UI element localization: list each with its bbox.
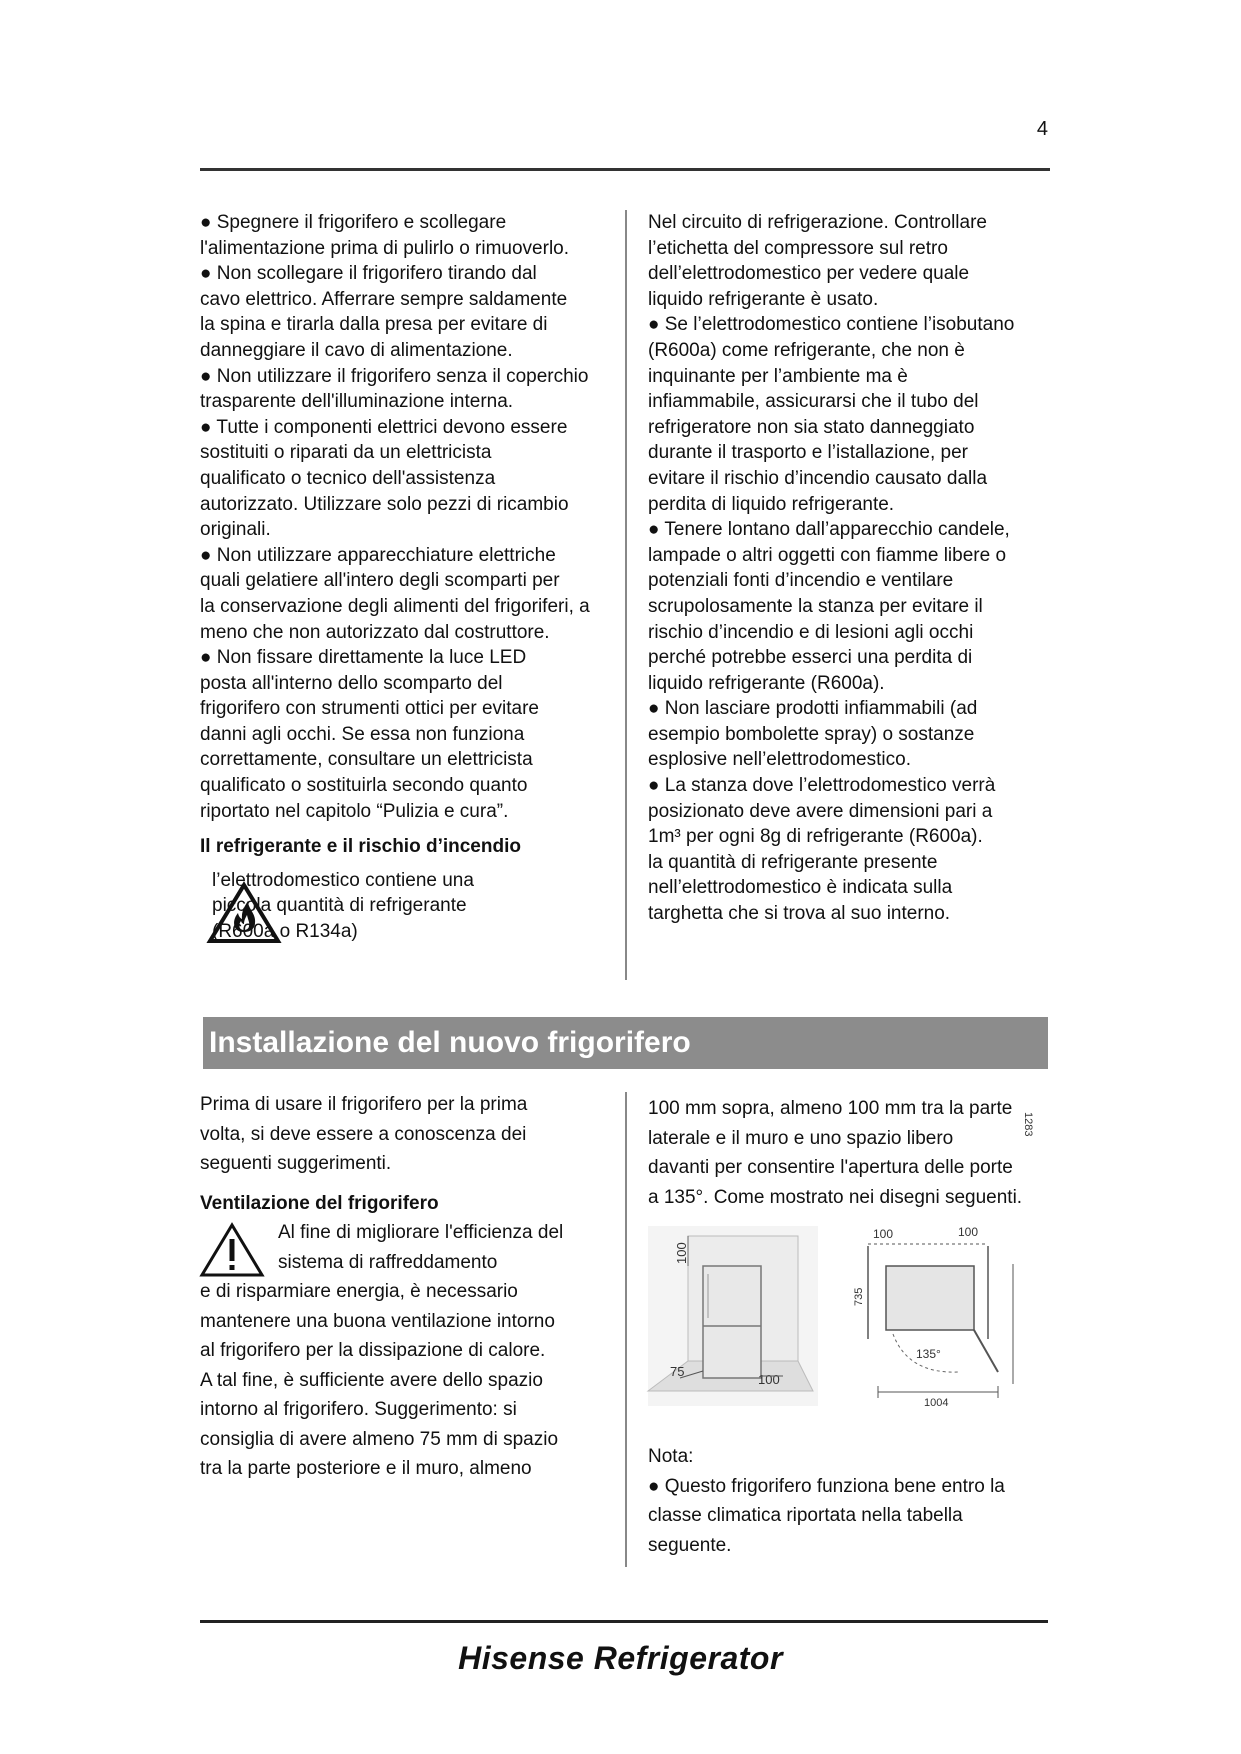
door-angle-label: 135° <box>916 1347 941 1361</box>
paragraph: Nel circuito di refrigerazione. Controllare l’etichetta del compressore sul retro dell’elettrodomestico per vedere quale liquido refrigerante è usato. <box>648 212 987 310</box>
depth-label: 735 <box>853 1287 865 1306</box>
paragraph: ● Tutte i componenti elettrici devono essere sostituiti o riparati da un elettricista qualificato o tecnico dell'assistenza autorizzato. Utilizzare solo pezzi di ricambio originali. <box>200 416 569 541</box>
paragraph: ● La stanza dove l’elettrodomestico verrà posizionato deve avere dimensioni pari a 1m³ per ogni 8g di refrigerante (R600a). la quantità di refrigerante presente nell’elettrodomestico è indicata sulla targhetta che si trova al suo interno. <box>648 775 996 925</box>
paragraph: ● Spegnere il frigorifero e scollegare l'alimentazione prima di pulirlo o rimuoverlo. <box>200 212 570 259</box>
ventilation-warning-block <box>200 1218 620 1277</box>
paragraph: ● Tenere lontano dall’apparecchio candele, lampade o altri oggetti con fiamme libere o potenziali fonti d’incendio e ventilare scrupolosamente la stanza per evitare il rischio d’incendio e di lesioni agli occhi perché potrebbe esserci una perdita di liquido refrigerante (R600a). <box>648 519 1010 694</box>
back-clearance-label: 75 <box>670 1364 685 1379</box>
page-number: 4 <box>1036 118 1048 140</box>
fire-warning-text: l’elettrodomestico contiene una piccola quantità di refrigerante (R600a o R134a) <box>212 869 474 943</box>
paragraph: ● Se l’elettrodomestico contiene l’isobutano (R600a) come refrigerante, che non è inquinante per l’ambiente ma è infiammabile, assicurarsi che il tubo del refrigeratore non sia stato danneggiato durante il trasporto e l’istallazione, per evitare il rischio d’incendio causato dalla perdita di liquido refrigerante. <box>648 314 1015 515</box>
paragraph: ● Non scollegare il frigorifero tirando dal cavo elettrico. Afferrare sempre saldamente la spina e tirarla dalla presa per evitare di danneggiare il cavo di alimentazione. <box>200 263 568 361</box>
column-divider <box>625 210 627 980</box>
paragraph: ● Non utilizzare apparecchiature elettriche quali gelatiere all'intero degli scomparti per la conservazione degli alimenti del frigoriferi, a meno che non autorizzato dal costruttore. <box>200 544 590 643</box>
note-title: Nota: <box>648 1446 694 1467</box>
fire-warning-block <box>200 868 620 948</box>
ventilation-body: e di risparmiare energia, è necessario mantenere una buona ventilazione intorno al frigorifero per la dissipazione di calore. A tal fine, è sufficiente avere dello spazio intorno al frigorifero. Suggerimento: si consiglia di avere almeno 75 mm di spazio tra la parte posteriore e il muro, almeno <box>200 1281 559 1479</box>
paragraph: ● Non fissare direttamente la luce LED posta all'interno dello scomparto del frigorifero con strumenti ottici per evitare danni agli occhi. Se essa non funziona correttamente, consultare un elettricista qualificato o sostituirla secondo quanto riportato nel capitolo “Pulizia e cura”. <box>200 647 539 822</box>
side-clearance-label: 100 <box>758 1372 780 1387</box>
intro-paragraph: Prima di usare il frigorifero per la prima volta, si deve essere a conoscenza dei seguenti suggerimenti. <box>200 1094 528 1174</box>
top-clearance-label: 100 <box>674 1242 689 1264</box>
right-gap-label: 100 <box>958 1225 979 1239</box>
left-column-upper <box>200 210 620 948</box>
paragraph: ● Non lasciare prodotti infiammabili (ad esempio bombolette spray) o sostanze esplosive nell’elettrodomestico. <box>648 698 978 771</box>
column-divider <box>625 1092 627 1567</box>
note-text: ● Questo frigorifero funziona bene entro la classe climatica riportata nella tabella seguente. <box>648 1475 1005 1556</box>
right-column-lower <box>648 1094 1058 1560</box>
width-label: 1004 <box>924 1397 949 1409</box>
footer-rule <box>200 1620 1048 1623</box>
right-column-upper <box>648 210 1058 927</box>
header-rule <box>200 168 1050 171</box>
ventilation-warning-text: Al fine di migliorare l'efficienza del sistema di raffreddamento <box>278 1222 564 1273</box>
total-depth-label: 1283 <box>1022 1112 1034 1137</box>
ventilation-subheading: Ventilazione del frigorifero <box>200 1192 439 1214</box>
clearance-paragraph: 100 mm sopra, almeno 100 mm tra la parte laterale e il muro e uno spazio libero davanti per consentire l'apertura delle porte a 135°. Come mostrato nei disegni seguenti. <box>648 1098 1023 1208</box>
left-gap-label: 100 <box>873 1227 894 1241</box>
refrigerant-subheading: Il refrigerante e il rischio d’incendio <box>200 836 521 858</box>
caution-triangle-icon <box>200 1222 264 1278</box>
paragraph: ● Non utilizzare il frigorifero senza il coperchio trasparente dell'illuminazione interna. <box>200 365 589 413</box>
door-opening-diagram <box>848 1112 1034 1409</box>
brand-footer: Hisense Refrigerator <box>458 1640 783 1676</box>
left-column-lower <box>200 1090 620 1484</box>
section-title-banner: Installazione del nuovo frigorifero <box>203 1017 1048 1069</box>
clearance-3d-diagram <box>648 1226 818 1406</box>
